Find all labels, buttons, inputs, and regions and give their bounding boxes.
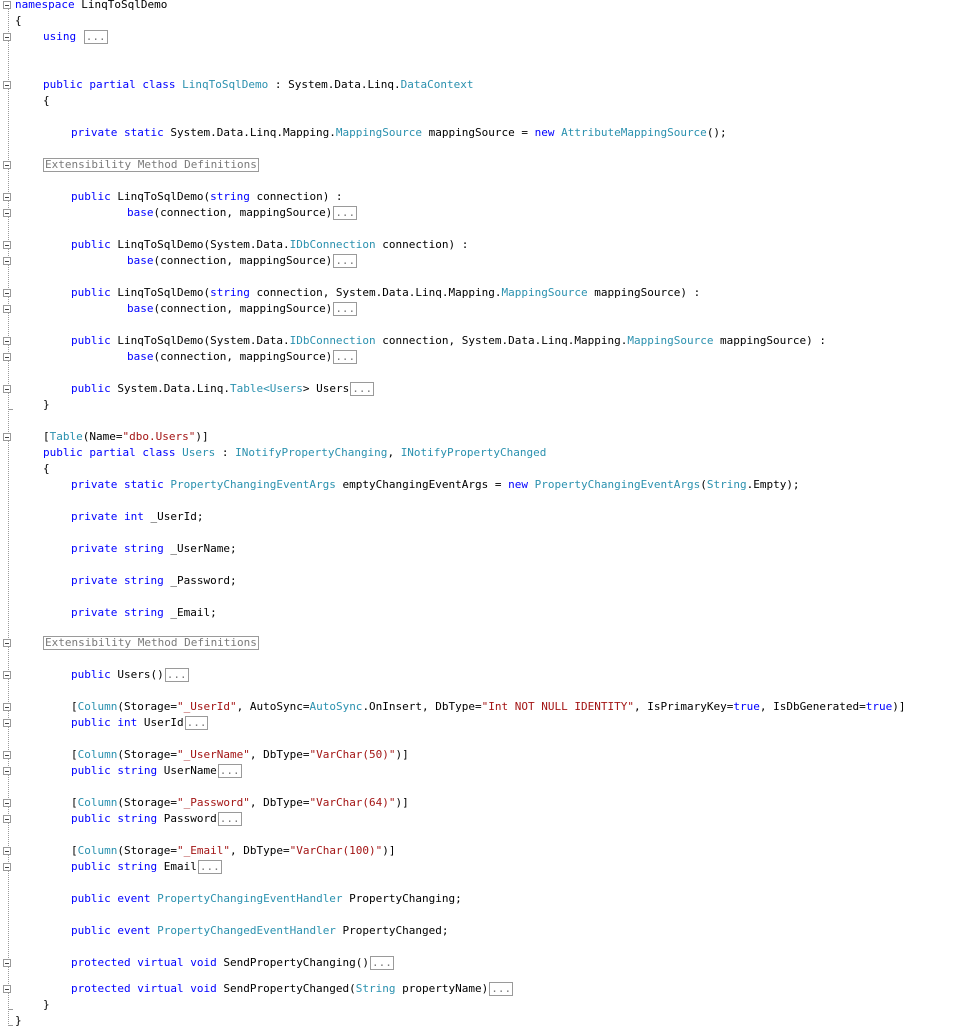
collapsed-block[interactable]: ... [335, 302, 356, 315]
code-line [71, 285, 700, 301]
code-line [127, 349, 357, 365]
keyword: void [190, 982, 217, 995]
keyword: virtual [137, 982, 184, 995]
type-name: DataContext [400, 78, 474, 91]
code-line [71, 811, 242, 827]
code-line [43, 157, 259, 173]
type-name: AttributeMappingSource [561, 126, 707, 139]
keyword: public [71, 238, 111, 251]
code-text: )] [892, 700, 906, 713]
fold-end-marker [8, 409, 13, 410]
code-text: , DbType= [249, 796, 310, 809]
code-text: , IsPrimaryKey= [633, 700, 734, 713]
keyword: string [117, 812, 158, 825]
keyword: event [117, 924, 151, 937]
type-name: String [355, 982, 396, 995]
fold-toggle-ctor4[interactable] [3, 337, 11, 345]
code-text: SendPropertyChanged( [216, 982, 356, 995]
fold-toggle-users-ctor[interactable] [3, 671, 11, 679]
string-literal: "VarChar(64)" [309, 796, 396, 809]
fold-toggle-using[interactable] [3, 33, 11, 41]
fold-toggle-ctor2[interactable] [3, 241, 11, 249]
code-line [71, 573, 237, 589]
type-name: Column [77, 700, 118, 713]
collapsed-block[interactable]: ... [219, 764, 240, 777]
code-text: UserName [157, 764, 217, 777]
code-line [43, 635, 259, 651]
fold-toggle-users-table[interactable] [3, 385, 11, 393]
code-line [71, 189, 343, 205]
collapsed-block[interactable]: ... [166, 668, 187, 681]
code-line [71, 747, 409, 763]
code-text: (connection, mappingSource) [153, 350, 333, 363]
code-line [43, 997, 50, 1013]
code-text: (Storage= [117, 796, 177, 809]
code-text: connection, System.Data.Linq.Mapping. [249, 286, 502, 299]
code-text: PropertyChanging; [342, 892, 462, 905]
fold-end-marker [8, 1009, 13, 1010]
code-text: )] [395, 796, 409, 809]
string-literal: "_UserId" [176, 700, 237, 713]
code-text: connection) : [375, 238, 469, 251]
fold-toggle-ctor3-body[interactable] [3, 305, 11, 313]
string-literal: "_UserName" [176, 748, 250, 761]
fold-toggle-col1[interactable] [3, 703, 11, 711]
string-literal: "_Password" [176, 796, 250, 809]
code-line [71, 859, 222, 875]
code-text: [ [71, 796, 78, 809]
code-text: , IsDbGenerated= [759, 700, 866, 713]
code-line [43, 445, 546, 461]
keyword: protected [71, 982, 131, 995]
type-name: PropertyChangingEventArgs [534, 478, 701, 491]
keyword: event [117, 892, 151, 905]
type-name: INotifyPropertyChanging [235, 446, 388, 459]
code-text: (Name= [82, 430, 123, 443]
code-line [71, 667, 189, 683]
keyword: protected [71, 956, 131, 969]
code-line [43, 429, 209, 445]
keyword: public [71, 716, 111, 729]
collapsed-block[interactable]: ... [335, 206, 356, 219]
code-line [43, 93, 50, 109]
keyword: int [123, 510, 144, 523]
code-text: [ [71, 700, 78, 713]
code-text: System.Data. [210, 238, 290, 251]
keyword: private [71, 478, 118, 491]
fold-toggle-namespace[interactable] [3, 1, 11, 9]
type-name: MappingSource [501, 286, 588, 299]
keyword: new [534, 126, 555, 139]
type-name: Table [229, 382, 264, 395]
keyword: public [71, 190, 111, 203]
code-text: Users() [110, 668, 164, 681]
collapsed-block[interactable]: ... [352, 382, 373, 395]
code-line [43, 29, 108, 45]
fold-toggle-prop-username[interactable] [3, 767, 11, 775]
keyword: public [71, 764, 111, 777]
keyword: public [71, 860, 111, 873]
code-text: System.Data.Linq.Mapping. [163, 126, 336, 139]
code-line [71, 605, 217, 621]
keyword: private [71, 510, 118, 523]
keyword: private [71, 126, 118, 139]
keyword: base [127, 302, 154, 315]
code-text: System.Data. [210, 334, 290, 347]
keyword: void [190, 956, 217, 969]
code-line [71, 891, 462, 907]
type-name: PropertyChangingEventHandler [157, 892, 343, 905]
type-name: Column [77, 748, 118, 761]
identifier: LinqToSqlDemo [81, 0, 168, 11]
keyword: public [43, 78, 83, 91]
region-extensibility[interactable]: Extensibility Method Definitions [45, 158, 257, 171]
type-name: String [706, 478, 747, 491]
code-text: [ [71, 748, 78, 761]
collapsed-block[interactable]: ... [335, 350, 356, 363]
code-line [15, 1013, 22, 1029]
keyword: base [127, 254, 154, 267]
fold-toggle-prop-userid[interactable] [3, 719, 11, 727]
code-text: (connection, mappingSource) [153, 206, 333, 219]
fold-toggle-region-2[interactable] [3, 639, 11, 647]
fold-toggle-col2[interactable] [3, 751, 11, 759]
code-text: .OnInsert, DbType= [362, 700, 482, 713]
code-text: _UserId; [143, 510, 204, 523]
code-text: connection, System.Data.Linq.Mapping. [375, 334, 628, 347]
code-text: Password [157, 812, 217, 825]
keyword: private [71, 606, 118, 619]
code-text: LinqToSqlDemo( [117, 286, 211, 299]
type-name: INotifyPropertyChanged [400, 446, 547, 459]
code-text: LinqToSqlDemo( [117, 190, 211, 203]
collapsed-block[interactable]: ... [335, 254, 356, 267]
keyword: string [123, 606, 164, 619]
fold-toggle-ctor2-body[interactable] [3, 257, 11, 265]
collapsed-block[interactable]: ... [186, 716, 207, 729]
code-text: : [215, 446, 236, 459]
code-text: (connection, mappingSource) [153, 254, 333, 267]
code-line [71, 923, 449, 939]
code-text: [ [71, 844, 78, 857]
keyword: private [71, 574, 118, 587]
code-line [71, 509, 203, 525]
keyword: string [123, 574, 164, 587]
keyword: string [117, 860, 158, 873]
keyword: partial [89, 446, 136, 459]
keyword: partial [89, 78, 136, 91]
code-text: LinqToSqlDemo( [117, 238, 211, 251]
code-text: .Empty); [746, 478, 800, 491]
keyword: base [127, 206, 154, 219]
string-literal: "Int NOT NULL IDENTITY" [481, 700, 634, 713]
keyword: using [43, 30, 77, 43]
type-name: IDbConnection [289, 334, 376, 347]
code-text: , [387, 446, 401, 459]
code-line [43, 397, 50, 413]
keyword: new [508, 478, 528, 491]
keyword: namespace [15, 0, 75, 11]
fold-toggle-prop-email[interactable] [3, 863, 11, 871]
type-name: Column [77, 844, 118, 857]
code-text: UserId [137, 716, 184, 729]
code-line [15, 13, 22, 29]
keyword: private [71, 542, 118, 555]
code-text: : System.Data.Linq. [268, 78, 401, 91]
fold-toggle-class-datacontext[interactable] [3, 81, 11, 89]
keyword: string [210, 190, 250, 203]
collapsed-block[interactable]: ... [199, 860, 220, 873]
type-name: Users [269, 382, 303, 395]
code-text: System.Data.Linq. [110, 382, 230, 395]
code-line [71, 843, 396, 859]
collapsed-block[interactable]: ... [491, 982, 512, 995]
type-name: PropertyChangingEventArgs [170, 478, 336, 491]
collapsed-block[interactable]: ... [85, 30, 106, 43]
keyword: public [71, 924, 111, 937]
code-text: mappingSource) : [587, 286, 701, 299]
code-text: (connection, mappingSource) [153, 302, 333, 315]
keyword: virtual [137, 956, 184, 969]
keyword: int [117, 716, 138, 729]
brace: { [43, 462, 50, 475]
code-text: emptyChangingEventArgs = [335, 478, 509, 491]
code-text: PropertyChanged; [335, 924, 449, 937]
code-line [71, 541, 237, 557]
keyword: public [71, 382, 111, 395]
keyword: static [123, 478, 164, 491]
fold-toggle-attr-table[interactable] [3, 433, 11, 441]
type-name: MappingSource [335, 126, 423, 139]
code-line [71, 715, 208, 731]
fold-toggle-prop-password[interactable] [3, 815, 11, 823]
code-text: mappingSource) : [713, 334, 827, 347]
brace: } [43, 998, 50, 1011]
code-text: > Users [302, 382, 350, 395]
brace: { [43, 94, 50, 107]
code-text: )] [195, 430, 209, 443]
code-text: LinqToSqlDemo( [117, 334, 211, 347]
keyword: string [123, 542, 164, 555]
type-name: AutoSync [309, 700, 363, 713]
code-text: _UserName; [163, 542, 237, 555]
type-name: Column [77, 796, 118, 809]
keyword: public [71, 668, 111, 681]
brace: } [15, 1014, 22, 1027]
type-name: < [263, 382, 270, 395]
type-name: Users [182, 446, 216, 459]
code-line [71, 981, 513, 997]
keyword: string [210, 286, 250, 299]
keyword: public [43, 446, 83, 459]
fold-toggle-region[interactable] [3, 161, 11, 169]
code-line [43, 461, 50, 477]
code-text: propertyName) [395, 982, 489, 995]
code-text: SendPropertyChanging() [216, 956, 370, 969]
code-line [71, 237, 468, 253]
code-text: , AutoSync= [236, 700, 310, 713]
string-literal: "VarChar(50)" [309, 748, 396, 761]
keyword: true [865, 700, 893, 713]
code-line [43, 77, 474, 93]
fold-toggle-send-changed[interactable] [3, 985, 11, 993]
code-line [71, 955, 394, 971]
code-line [71, 763, 242, 779]
fold-toggle-ctor4-body[interactable] [3, 353, 11, 361]
code-line [71, 699, 906, 715]
code-text: _Email; [163, 606, 217, 619]
keyword: true [733, 700, 760, 713]
fold-toggle-ctor1-body[interactable] [3, 209, 11, 217]
code-text: Email [157, 860, 197, 873]
collapsed-block[interactable]: ... [219, 812, 240, 825]
string-literal: "dbo.Users" [122, 430, 196, 443]
keyword: base [127, 350, 154, 363]
keyword: class [142, 446, 176, 459]
keyword: public [71, 892, 111, 905]
code-text: [ [43, 430, 50, 443]
keyword: public [71, 286, 111, 299]
brace: } [43, 398, 50, 411]
code-text: connection) : [249, 190, 343, 203]
keyword: public [71, 812, 111, 825]
region-extensibility[interactable]: Extensibility Method Definitions [45, 636, 257, 649]
keyword: public [71, 334, 111, 347]
keyword: string [117, 764, 158, 777]
code-text: , DbType= [249, 748, 310, 761]
type-name: MappingSource [627, 334, 714, 347]
brace: { [15, 14, 22, 27]
fold-toggle-col3[interactable] [3, 799, 11, 807]
code-text: )] [382, 844, 396, 857]
keyword: class [142, 78, 176, 91]
code-line [127, 253, 357, 269]
fold-toggle-send-changing[interactable] [3, 959, 11, 967]
code-text: _Password; [163, 574, 237, 587]
type-name: LinqToSqlDemo [182, 78, 269, 91]
code-line [71, 381, 374, 397]
code-line [71, 333, 826, 349]
string-literal: "VarChar(100)" [289, 844, 383, 857]
type-name: IDbConnection [289, 238, 376, 251]
code-text: , DbType= [229, 844, 290, 857]
code-text: (Storage= [117, 700, 177, 713]
code-text: )] [395, 748, 409, 761]
code-line [71, 795, 409, 811]
type-name: PropertyChangedEventHandler [157, 924, 336, 937]
string-literal: "_Email" [176, 844, 230, 857]
keyword: static [123, 126, 164, 139]
fold-end-marker [8, 1025, 13, 1026]
code-line [127, 301, 357, 317]
code-line [71, 125, 727, 141]
code-text: (Storage= [117, 844, 177, 857]
code-line [15, 0, 167, 13]
fold-toggle-ctor1[interactable] [3, 193, 11, 201]
fold-toggle-ctor3[interactable] [3, 289, 11, 297]
type-name: Table [49, 430, 83, 443]
code-text: (Storage= [117, 748, 177, 761]
code-text: (); [706, 126, 727, 139]
code-text: mappingSource = [422, 126, 535, 139]
code-line [127, 205, 357, 221]
code-line: private static PropertyChangingEventArgs emptyChangingEventArgs = new PropertyChangingEventArgs(String.Empty); [71, 478, 800, 491]
collapsed-block[interactable]: ... [372, 956, 392, 969]
fold-toggle-col4[interactable] [3, 847, 11, 855]
